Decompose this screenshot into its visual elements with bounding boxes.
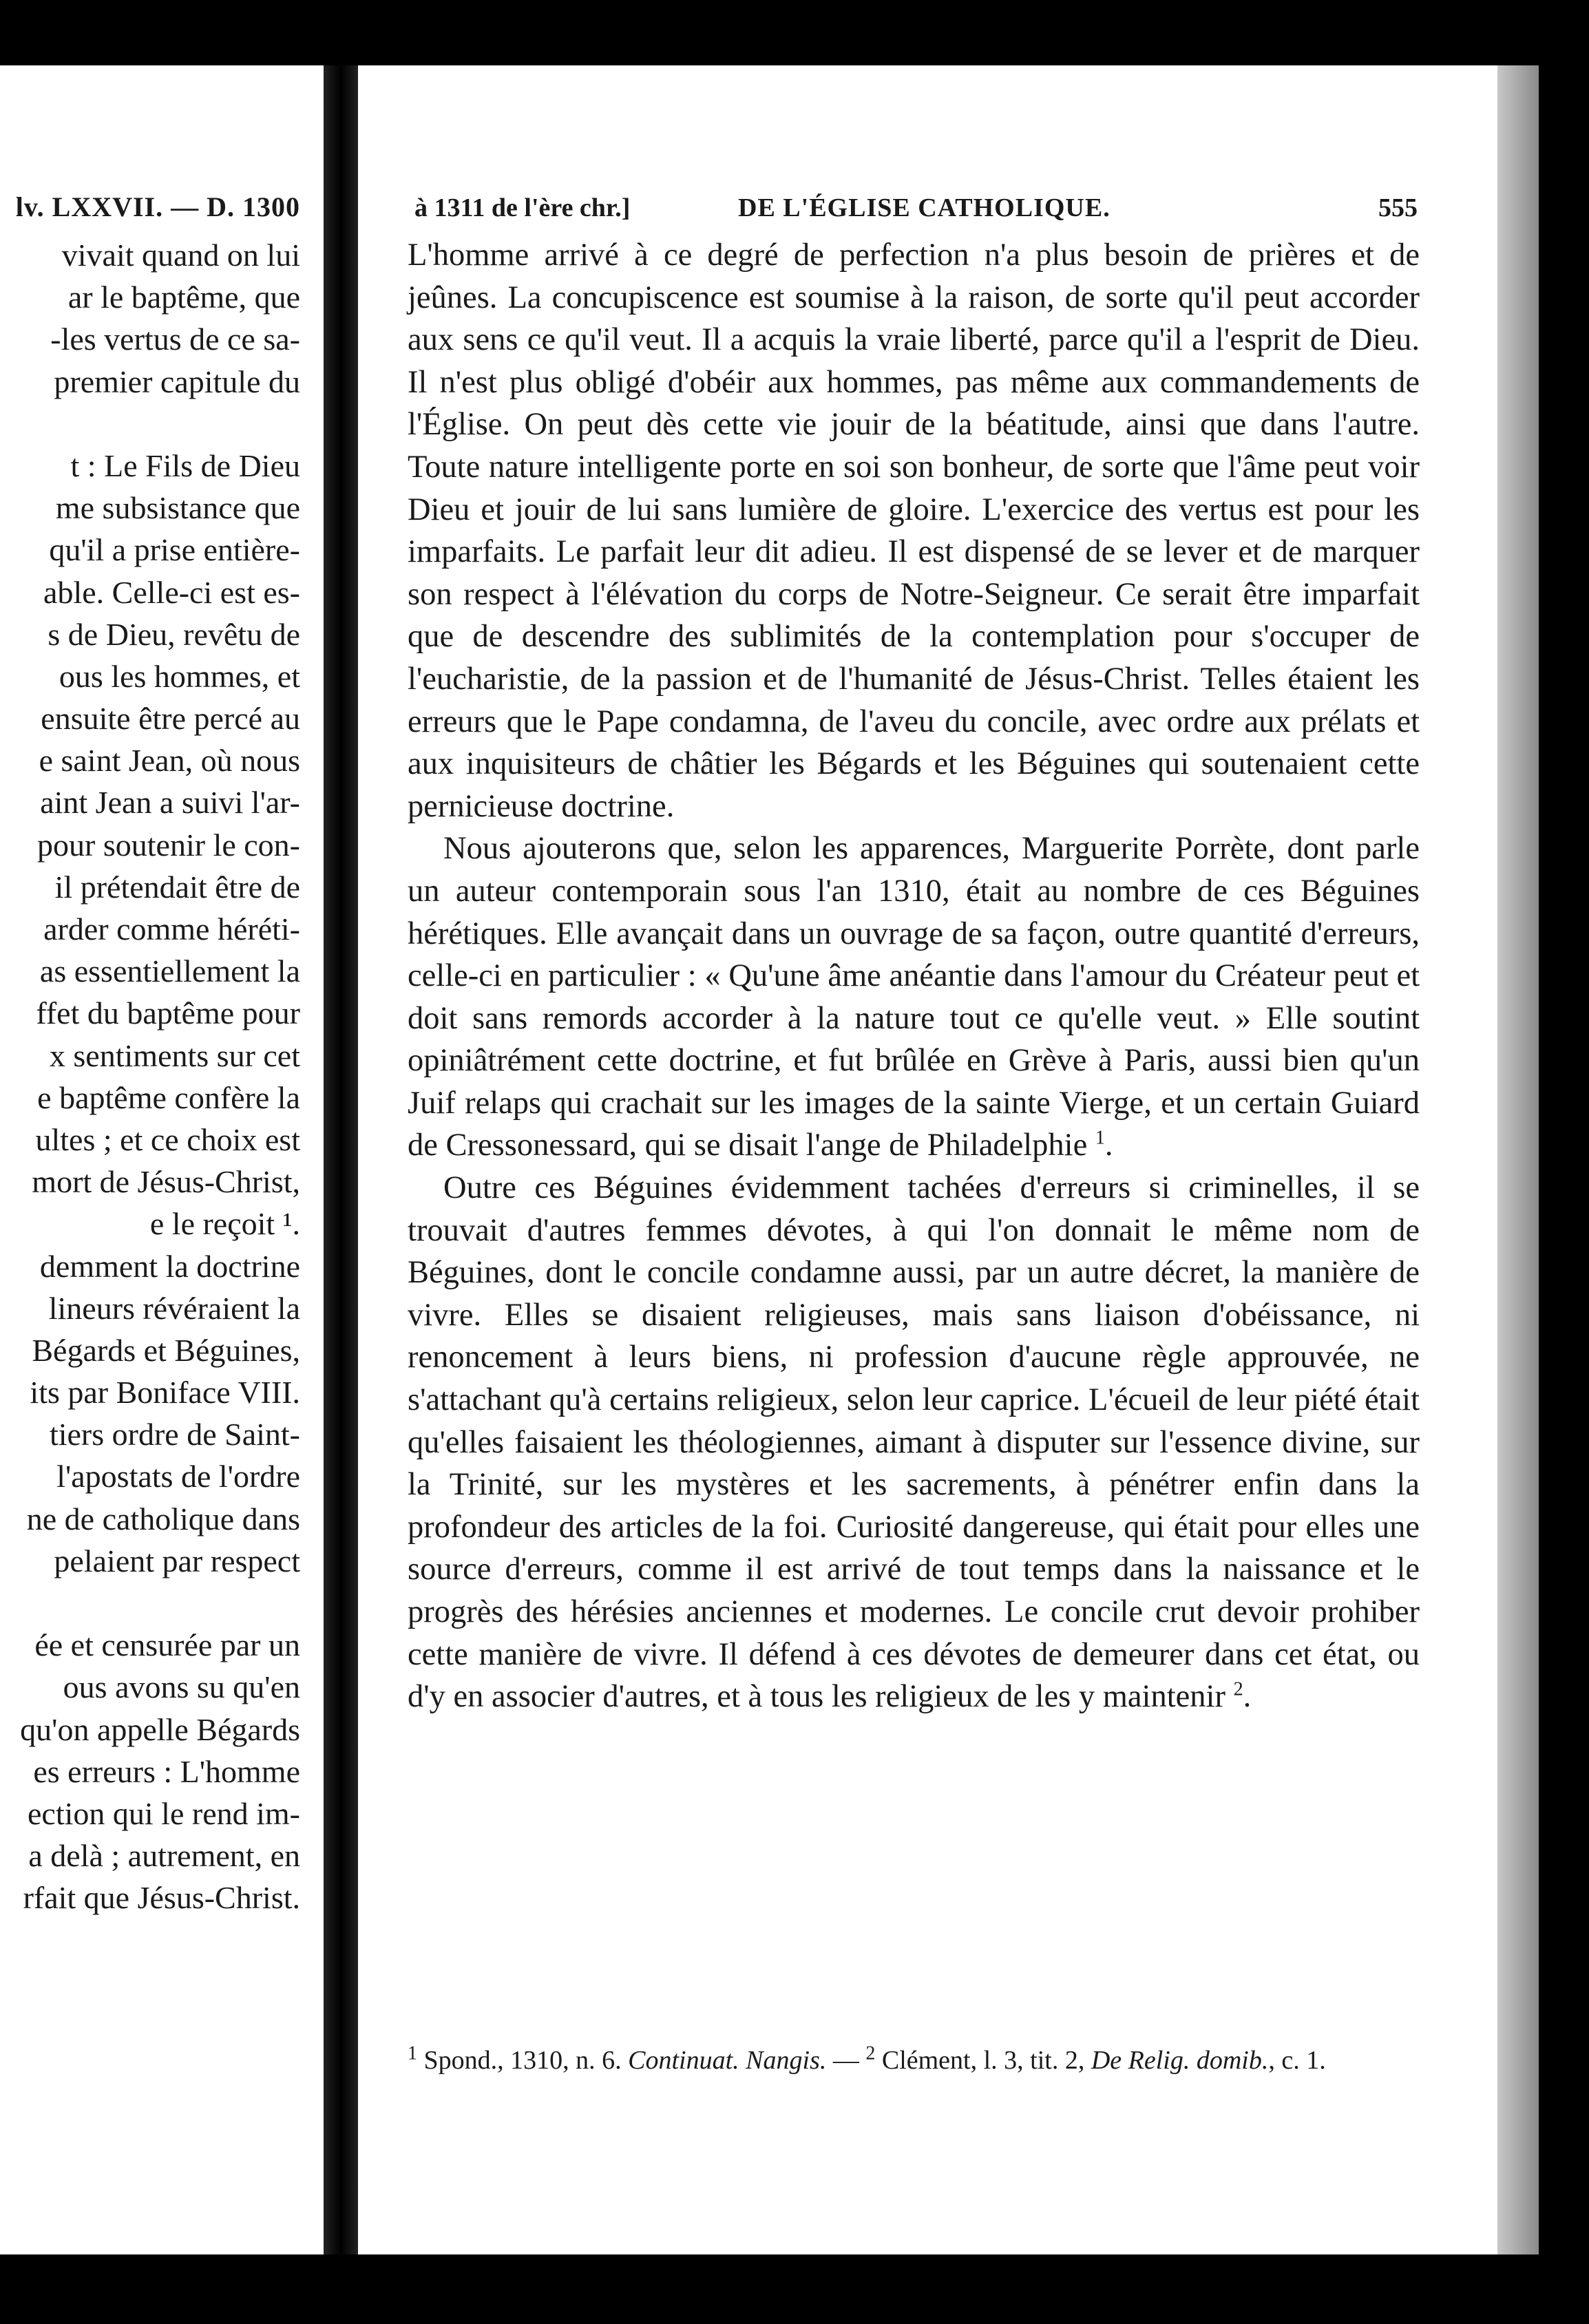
- footnotes: [408, 2041, 1420, 2080]
- left-line: qu'on appelle Bégards: [20, 1711, 300, 1747]
- right-page: [358, 65, 1497, 2254]
- left-line: me subsistance que: [55, 490, 300, 526]
- paragraph-1: L'homme arrivé à ce degré de perfection n'a plus besoin de prières et de jeûnes. La concupiscence est soumise à la raison, de sorte qu'il peut accorder aux sens ce qu'il veut. Il a acquis la vraie liberté, parce qu'il a l'esprit de Dieu. Il n'est plus obligé d'obéir aux hommes, pas même aux commandements de l'Église. On peut dès cette vie jouir de la béatitude, ainsi que dans l'autre. Toute nature intelligente porte en soi son bonheur, de sorte que l'âme peut voir Dieu et jouir de lui sans lumière de gloire. L'exercice des vertus est pour les imparfaits. Le parfait leur dit adieu. Il est dispensé de se lever et de marquer son respect à l'élévation du corps de Notre-Seigneur. Ce serait être imparfait que de descendre des sublimités de la contemplation pour s'occuper de l'eucharistie, de la passion et de l'humanité de Jésus-Christ. Telles étaient les erreurs que le Pape condamna, de l'aveu du concile, avec ordre aux prélats et aux inquisiteurs de châtier les Bégards et les Béguines qui soutenaient cette pernicieuse doctrine.: [408, 237, 1420, 824]
- left-line: s de Dieu, revêtu de: [48, 616, 300, 652]
- left-line: able. Celle-ci est es-: [43, 574, 300, 610]
- left-line: demment la doctrine: [39, 1248, 300, 1284]
- left-line: ée et censurée par un: [34, 1627, 300, 1663]
- footnote-2-source: De Relig. domib.: [1091, 2046, 1269, 2075]
- left-page-text: [0, 234, 300, 1919]
- left-page: [0, 65, 324, 2254]
- left-line: vivait quand on lui: [61, 237, 300, 273]
- left-line: e saint Jean, où nous: [39, 743, 300, 779]
- paragraph-3-text: Outre ces Béguines évidemment tachées d'erreurs si criminelles, il se trouvait d'autres femmes dévotes, à qui l'on donnait le même nom de Béguines, dont le concile condamne aussi, par un autre décret, la manière de vivre. Elles se disaient religieuses, mais sans liaison d'obéissance, ni renoncement à leurs biens, ni profession d'aucune règle approuvée, ne s'attachant qu'à certains religieux, selon leur caprice. L'écueil de leur piété était qu'elles faisaient les théologiennes, aimant à disputer sur l'essence divine, sur la Trinité, sur les mystères et les sacrements, à pénétrer enfin dans la profondeur des articles de la foi. Curiosité dangereuse, qui était pour elles une source d'erreurs, comme il est arrivé de tout temps dans la naissance et le progrès des hérésies anciennes et modernes. Le concile crut devoir prohiber cette manière de vivre. Il défend à ces dévotes de demeurer dans cet état, ou d'y en associer d'autres, et à tous les religieux de les y maintenir: [408, 1170, 1420, 1715]
- page-number: 555: [1378, 193, 1418, 222]
- paragraph-2: Nous ajouterons que, selon les apparences, Marguerite Porrète, dont parle un auteur contemporain sous l'an 1310, était au nombre de ces Béguines hérétiques. Elle avançait dans un ouvrage de sa façon, outre quantité d'erreurs, celle-ci en particulier : « Qu'une âme anéantie dans l'amour du Créateur peut et doit sans remords accorder à la nature tout ce qu'elle veut. » Elle soutint opiniâtrément cette doctrine, et fut brûlée en Grève à Paris, aussi bien qu'un Juif relaps qui crachait sur les images de la sainte Vierge, et un certain Guiard de Cressonessard, qui se disait l'ange de Philadelphie $^1$.: [408, 831, 1420, 1163]
- left-line: ffet du baptême pour: [36, 995, 300, 1031]
- left-line: tiers ordre de Saint-: [49, 1417, 300, 1452]
- footnote-mark-1[interactable]: 1: [1095, 1127, 1105, 1149]
- running-head-title: DE L'ÉGLISE CATHOLIQUE.: [738, 193, 1111, 222]
- left-line: ne de catholique dans: [26, 1501, 300, 1536]
- left-line: il prétendait être de: [54, 869, 300, 905]
- footnote-1-text: Spond., 1310, n. 6.: [423, 2046, 622, 2075]
- left-line: ection qui le rend im-: [28, 1795, 300, 1831]
- left-line: pelaient par respect: [54, 1543, 300, 1578]
- left-line: ultes ; et ce choix est: [35, 1121, 300, 1157]
- left-line: ensuite être percé au: [41, 701, 300, 737]
- left-line: -les vertus de ce sa-: [50, 321, 300, 357]
- left-line: lineurs révéraient la: [48, 1290, 300, 1326]
- page-edge-shadow: [1497, 65, 1539, 2254]
- left-line: Bégards et Béguines,: [32, 1332, 300, 1368]
- left-line: l'apostats de l'ordre: [56, 1459, 300, 1494]
- left-line: ous avons su qu'en: [63, 1669, 300, 1705]
- footnote-mark-2[interactable]: 2: [1233, 1678, 1243, 1700]
- left-line: [0, 1582, 300, 1624]
- left-line: t : Le Fils de Dieu: [70, 447, 300, 483]
- footnote-1-source: Continuat. Nangis.: [628, 2046, 827, 2075]
- paragraph-2-text: Nous ajouterons que, selon les apparences, Marguerite Porrète, dont parle un auteur contemporain sous l'an 1310, était au nombre de ces Béguines hérétiques. Elle avançait dans un ouvrage de sa façon, outre quantité d'erreurs, celle-ci en particulier : « Qu'une âme anéantie dans l'amour du Créateur peut et doit sans remords accorder à la nature tout ce qu'elle veut. » Elle soutint opiniâtrément cette doctrine, et fut brûlée en Grève à Paris, aussi bien qu'un Juif relaps qui crachait sur les images de la sainte Vierge, et un certain Guiard de Cressonessard, qui se disait l'ange de Philadelphie: [408, 831, 1420, 1163]
- left-line: its par Boniface VIII.: [30, 1375, 300, 1411]
- left-line: es erreurs : L'homme: [33, 1753, 300, 1789]
- left-line: e le reçoit ¹.: [149, 1206, 300, 1242]
- left-line: aint Jean a suivi l'ar-: [40, 785, 300, 821]
- left-line: as essentiellement la: [39, 953, 300, 989]
- left-line: x sentiments sur cet: [49, 1037, 300, 1073]
- left-line: [0, 403, 300, 445]
- left-line: e baptême confère la: [37, 1079, 300, 1115]
- footnote-2-text: Clément, l. 3, tit. 2,: [881, 2046, 1085, 2075]
- body-text: [408, 234, 1420, 1718]
- left-line: qu'il a prise entière-: [49, 532, 300, 568]
- running-head-date: à 1311 de l'ère chr.]: [414, 193, 631, 222]
- footnote-2-tail: , c. 1.: [1268, 2046, 1326, 2075]
- left-line: a delà ; autrement, en: [28, 1838, 300, 1874]
- left-line: ar le baptême, que: [67, 279, 300, 315]
- left-line: rfait que Jésus-Christ.: [23, 1880, 300, 1916]
- left-line: mort de Jésus-Christ,: [32, 1164, 300, 1200]
- left-line: arder comme héréti-: [43, 911, 300, 947]
- book-spine: [324, 65, 358, 2254]
- footnote-separator: —: [832, 2046, 859, 2075]
- left-running-head: lv. LXXVII. — D. 1300: [15, 191, 300, 222]
- footnote-2-number: 2: [865, 2042, 876, 2064]
- left-line: ous les hommes, et: [59, 658, 300, 694]
- left-line: premier capitule du: [54, 363, 300, 399]
- paragraph-3: Outre ces Béguines évidemment tachées d'erreurs si criminelles, il se trouvait d'autres femmes dévotes, à qui l'on donnait le même nom de Béguines, dont le concile condamne aussi, par un autre décret, la manière de vivre. Elles se disaient religieuses, mais sans liaison d'obéissance, ni renoncement à leurs biens, ni profession d'aucune règle approuvée, ne s'attachant qu'à certains religieux, selon leur caprice. L'écueil de leur piété était qu'elles faisaient les théologiennes, aimant à disputer sur l'essence divine, sur la Trinité, sur les mystères et les sacrements, à pénétrer enfin dans la profondeur des articles de la foi. Curiosité dangereuse, qui était pour elles une source d'erreurs, comme il est arrivé de tout temps dans la naissance et le progrès des hérésies anciennes et modernes. Le concile crut devoir prohiber cette manière de vivre. Il défend à ces dévotes de demeurer dans cet état, ou d'y en associer d'autres, et à tous les religieux de les y maintenir $^2$.: [408, 1170, 1420, 1715]
- footnote-1-number: 1: [408, 2042, 417, 2064]
- left-line: pour soutenir le con-: [37, 827, 300, 863]
